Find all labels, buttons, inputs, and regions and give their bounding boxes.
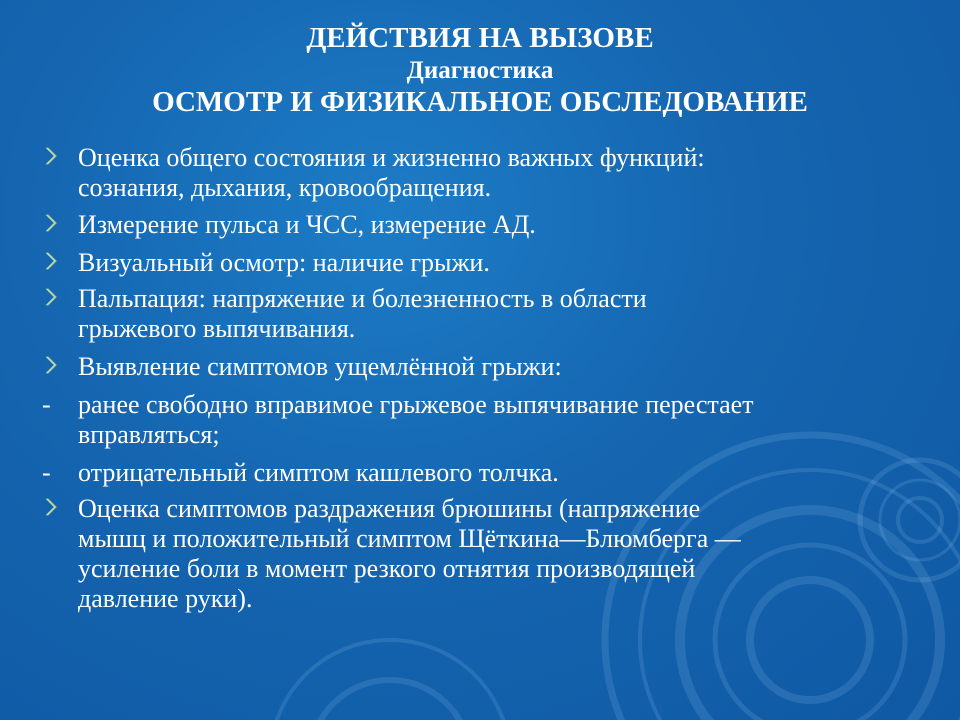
list-item-text: давление руки). bbox=[78, 584, 253, 613]
title-section: ОСМОТР И ФИЗИКАЛЬНОЕ ОБСЛЕДОВАНИЕ bbox=[152, 86, 808, 118]
list-item-text: Оценка общего состояния и жизненно важных функций: bbox=[78, 143, 705, 172]
slide-title bbox=[0, 24, 960, 122]
list-item bbox=[0, 390, 960, 450]
list-item-text: вправляться; bbox=[78, 420, 220, 449]
list-item-text: Измерение пульса и ЧСС, измерение АД. bbox=[78, 210, 536, 239]
arrow-bullet-icon bbox=[42, 496, 66, 520]
dash-bullet: - bbox=[42, 458, 51, 487]
list-item bbox=[0, 248, 960, 278]
list-item-text: Пальпация: напряжение и болезненность в области bbox=[78, 284, 647, 313]
list-item bbox=[0, 494, 960, 614]
dash-bullet: - bbox=[42, 390, 51, 419]
list-item-text: Выявление симптомов ущемлённой грыжи: bbox=[78, 352, 562, 381]
arrow-bullet-icon bbox=[42, 354, 66, 378]
list-item-text: Оценка симптомов раздражения брюшины (напряжение bbox=[78, 494, 701, 523]
list-item-text: ранее свободно вправимое грыжевое выпячивание перестает bbox=[78, 390, 754, 419]
list-item bbox=[0, 284, 960, 344]
list-item bbox=[0, 458, 960, 488]
list-item bbox=[0, 143, 960, 203]
list-item-text: мышц и положительный симптом Щёткина—Блюмберга — bbox=[78, 524, 741, 553]
list-item-text: Визуальный осмотр: наличие грыжи. bbox=[78, 248, 490, 277]
list-item bbox=[0, 210, 960, 240]
arrow-bullet-icon bbox=[42, 145, 66, 169]
arrow-bullet-icon bbox=[42, 212, 66, 236]
list-item-text: усиление боли в момент резкого отнятия производящей bbox=[78, 554, 696, 583]
title-subheading: Диагностика bbox=[406, 57, 554, 84]
list-item-text: грыжевого выпячивания. bbox=[78, 314, 356, 343]
arrow-bullet-icon bbox=[42, 250, 66, 274]
title-heading: ДЕЙСТВИЯ НА ВЫЗОВЕ bbox=[306, 22, 654, 54]
list-item-text: отрицательный симптом кашлевого толчка. bbox=[78, 458, 559, 487]
arrow-bullet-icon bbox=[42, 286, 66, 310]
list-item-text: сознания, дыхания, кровообращения. bbox=[78, 173, 492, 202]
list-item bbox=[0, 352, 960, 382]
